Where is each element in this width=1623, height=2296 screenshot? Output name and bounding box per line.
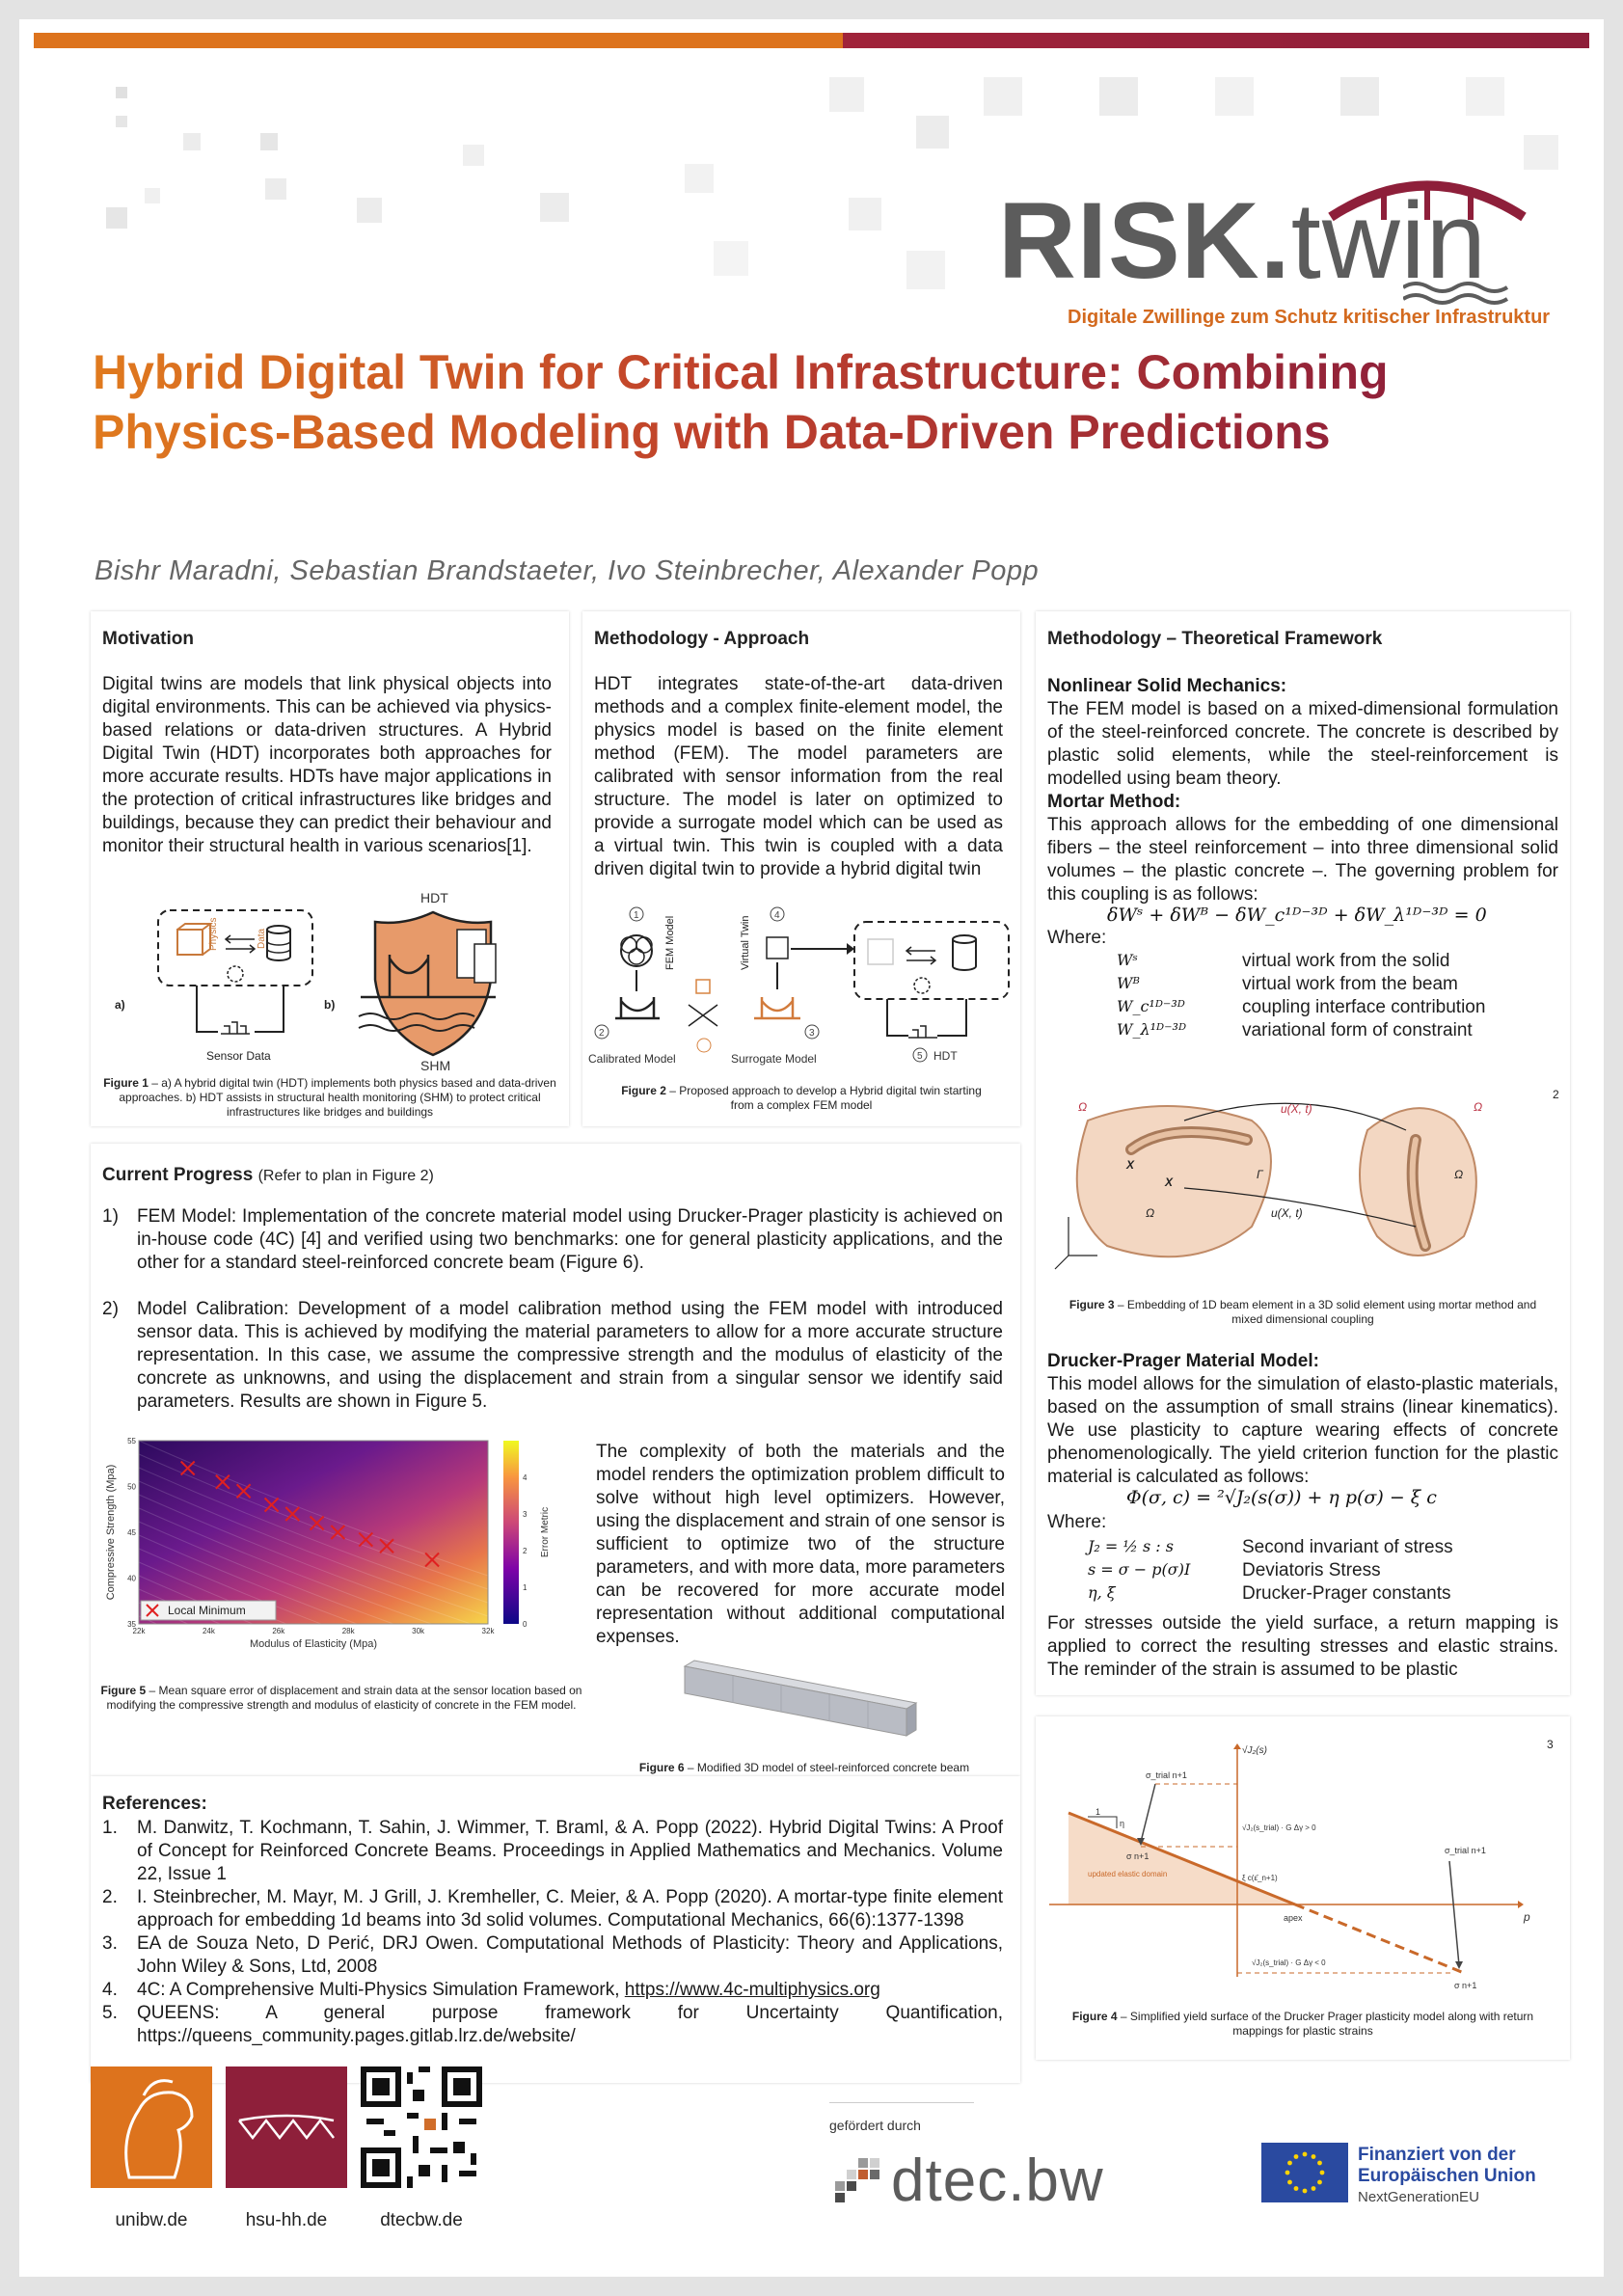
reference-text: I. Steinbrecher, M. Mayr, M. J Grill, J. Kremheller, C. Meier, & A. Popp (2020). A mortar-type finite element approach for embedding 1d beams into 3d solid volumes. Computational Mechanics, 66(6):1377-1398 [137,1887,1003,1931]
svg-text:p: p [1524,1910,1530,1924]
svg-text:1: 1 [634,910,639,921]
y-tick-label: 55 [127,1437,136,1445]
logo-tagline: Digitale Zwillinge zum Schutz kritischer Infrastruktur [1068,307,1551,328]
dp-var-desc: Deviatoris Stress [1242,1560,1381,1580]
dp-var-symbol: s = σ − p(σ)I [1088,1560,1191,1579]
reference-number: 4. [102,1980,118,2000]
theory-heading: Methodology – Theoretical Framework [1047,629,1383,649]
colorbar-tick-label: 2 [523,1547,527,1555]
y-tick-label: 35 [127,1620,136,1629]
waves-icon [1403,282,1509,307]
colorbar-tick-label: 3 [523,1510,527,1519]
figure-3-caption: Figure 3 – Embedding of 1D beam element in a 3D solid element using mortar method and mixed dimensional coupling [1068,1298,1537,1326]
mortar-block [1047,791,1558,906]
eu-flag-icon [1261,2143,1348,2202]
eu-line-2: Europäischen Union [1358,2166,1536,2186]
dtec-squares-icon [829,2152,887,2210]
logo-wordmark-twin: twin [1290,180,1487,301]
svg-text:Calibrated Model: Calibrated Model [588,1052,676,1066]
qr-code-icon [361,2066,482,2188]
eu-line-1: Finanziert von der [1358,2145,1516,2165]
mortar-var-desc: virtual work from the beam [1242,974,1458,994]
references-list [102,1817,1003,2048]
x-tick-label: 32k [481,1627,495,1635]
mortar-title: Mortar Method: [1047,792,1181,812]
dp-equation: Φ(σ, c) = ²√J₂(s(σ)) + η p(σ) − ξ c [1126,1487,1437,1508]
progress-item-text: Model Calibration: Development of a model calibration method using the FEM model with introduced sensor data. This is achieved by modifying the material parameters to allow for a more accurate structure representation. In this case, we assume the compressive strength and the modulus of elasticity of the concrete as unknowns, and using the displacement and strain from a singular sensor we identify said parameters. Results are shown in Figure 5. [137,1299,1003,1412]
svg-text:Ω: Ω [1078,1100,1088,1114]
progress-item-number: 2) [102,1299,119,1319]
svg-text:u(X, t): u(X, t) [1281,1102,1312,1116]
funded-divider [829,2102,974,2103]
svg-text:X: X [1165,1175,1174,1189]
ref-mark-3: 3 [1547,1738,1554,1751]
svg-text:σ n+1: σ n+1 [1454,1981,1477,1990]
motivation-panel [91,611,569,1126]
dp-block [1047,1350,1558,1489]
reference-number: 1. [102,1818,118,1838]
unibw-link[interactable]: unibw.de [115,2210,188,2230]
figure-2-caption: Figure 2 – Proposed approach to develop a Hybrid digital twin starting from a complex FEM model [621,1084,982,1112]
dp-var-desc: Drucker-Prager constants [1242,1583,1451,1604]
poster [19,19,1604,2277]
svg-text:Data: Data [257,928,267,949]
mortar-body: This approach allows for the embedding of one dimensional fibers – the steel reinforcement – into three dimensional solid volumes – the plastic concrete –. The governing problem for this coupling is as follows: [1047,815,1558,905]
y-tick-label: 40 [127,1574,136,1583]
authors: Bishr Maradni, Sebastian Brandstaeter, Ivo Steinbrecher, Alexander Popp [95,555,1040,586]
colorbar-tick-label: 4 [523,1473,527,1482]
svg-text:σ_trial n+1: σ_trial n+1 [1445,1846,1486,1855]
svg-text:1: 1 [1096,1807,1101,1817]
svg-text:Ω: Ω [1474,1100,1483,1114]
svg-text:Physics: Physics [208,917,219,951]
figure-4 [1049,1736,1556,2006]
figure-1-caption: Figure 1 – a) A hybrid digital twin (HDT) implements both physics based and data-driven approaches. b) HDT assists in structural health monitoring (SHM) to protect critical infrastructures like bridges and buildings [103,1076,556,1119]
svg-text:η: η [1120,1819,1125,1828]
eu-logo [1261,2143,1551,2210]
svg-text:u(X, t): u(X, t) [1271,1206,1303,1220]
dtec-wordmark: dtec.bw [891,2147,1104,2214]
reference-text: EA de Souza Neto, D Perić, DRJ Owen. Computational Methods of Plasticity: Theory and Applications, John Wiley & Sons, Ltd, 2008 [137,1933,1003,1977]
dp-var-symbol: J₂ = ½ s : s [1088,1537,1174,1555]
x-tick-label: 28k [341,1627,355,1635]
motivation-heading: Motivation [102,629,194,649]
figure-5-heatmap [100,1433,582,1664]
svg-text:σ_trial n+1: σ_trial n+1 [1146,1770,1187,1780]
nsm-body: The FEM model is based on a mixed-dimensional formulation of the steel-reinforced concrete. The concrete is described by plastic solid elements, while the steel-reinforcement is modelled using beam theory. [1047,699,1558,789]
svg-text:3: 3 [809,1028,815,1039]
reference-text: 4C: A Comprehensive Multi-Physics Simulation Framework, [137,1980,625,2000]
approach-heading: Methodology - Approach [594,629,810,649]
top-color-bar [34,33,1589,48]
figure-1 [100,891,559,1074]
nsm-block [1047,675,1558,791]
progress-item [102,1298,1003,1414]
progress-list [102,1205,1003,1437]
where-label-2: Where: [1047,1512,1107,1532]
svg-text:Virtual Twin: Virtual Twin [740,915,751,970]
svg-text:apex: apex [1284,1913,1303,1923]
svg-text:Ω: Ω [1146,1206,1155,1220]
logo-wordmark-risk: RISK. [998,180,1291,301]
colorbar-tick-label: 1 [523,1583,527,1592]
motivation-body: Digital twins are models that link physical objects into digital environments. This can be achieved via physics-based relations or data-driven structures. A Hybrid Digital Twin (HDT) incorporates both approaches for more accurate results. HDTs have major applications in the protection of critical infrastructures like bridges and buildings, because they can predict their behaviour and monitor their structural health in various scenarios[1]. [102,674,552,856]
figure-5-caption: Figure 5 – Mean square error of displacement and strain data at the sensor location based on modifying the compressive strength and modulus of elasticity of concrete in the FEM model. [100,1684,582,1712]
ref-mark-2: 2 [1553,1088,1559,1101]
svg-text:Ω: Ω [1454,1168,1464,1181]
references-panel [91,1776,1020,2083]
hsu-wing-icon [226,2066,347,2188]
dp-tail: For stresses outside the yield surface, a return mapping is applied to correct the resulting stresses and elastic strains. The reminder of the strain is assumed to be plastic [1047,1613,1558,1680]
mortar-equation: δWˢ + δWᴮ − δW_c¹ᴰ⁻³ᴰ + δW_λ¹ᴰ⁻³ᴰ = 0 [1107,905,1487,926]
approach-body: HDT integrates state-of-the-art data-driven methods and a complex finite-element model, the physics model is based on the finite element method (FEM). The model parameters are calibrated with sensor information from the real structure. The model is later on optimized to provide a surrogate model which can be used as a virtual twin. This twin is coupled with a data driven digital twin to provide a hybrid digital twin [594,674,1003,879]
mortar-var-desc: coupling interface contribution [1242,997,1486,1017]
progress-panel [91,1144,1020,1776]
svg-text:√J₂(s_trial) · G Δγ > 0: √J₂(s_trial) · G Δγ > 0 [1242,1823,1316,1832]
colorbar [503,1441,519,1624]
x-axis-label: Modulus of Elasticity (Mpa) [249,1638,378,1650]
unibw-logo[interactable] [91,2066,212,2188]
svg-text:2: 2 [599,1028,605,1039]
hsu-link[interactable]: hsu-hh.de [245,2210,328,2230]
funded-by-label: gefördert durch [829,2118,921,2133]
poster-title: Hybrid Digital Twin for Critical Infrastructure: Combining Physics-Based Modeling with Data-Driven Predictions [93,342,1423,462]
figure-6-caption: Figure 6 – Modified 3D model of steel-reinforced concrete beam [638,1761,970,1774]
svg-text:HDT: HDT [933,1049,958,1063]
dp-var-symbol: η, ξ [1088,1583,1116,1602]
fig1-shm-label: SHM [420,1058,451,1073]
svg-text:√J₂(s_trial) · G Δγ < 0: √J₂(s_trial) · G Δγ < 0 [1252,1958,1326,1967]
svg-text:Surrogate Model: Surrogate Model [731,1052,817,1066]
reference-number: 5. [102,2003,118,2023]
colorbar-label: Error Metric [540,1506,551,1558]
svg-text:updated elastic domain: updated elastic domain [1088,1870,1168,1878]
y-axis-label: Compressive Strength (Mpa) [105,1464,117,1601]
mortar-var-symbol: W_c¹ᴰ⁻³ᴰ [1117,997,1185,1015]
colorbar-tick-label: 0 [523,1620,527,1629]
mortar-var-desc: virtual work from the solid [1242,951,1450,971]
svg-text:σ n+1: σ n+1 [1126,1851,1150,1861]
progress-side-text: The complexity of both the materials and the model renders the optimization problem difficult to solve without high level optimizers. However, using the displacement and strain of one sensor is sufficient to optimize two of the structure parameters, and with more data, more parameters can be recovered for more accurate model representation without additional computational expenses. [596,1442,1005,1647]
hsu-logo[interactable] [226,2066,347,2188]
svg-text:4: 4 [774,910,780,921]
reference-item [102,1932,1003,1979]
mortar-var-desc: variational form of constraint [1242,1020,1473,1040]
svg-text:Γ: Γ [1257,1168,1263,1181]
legend-label: Local Minimum [168,1604,246,1617]
x-tick-label: 22k [132,1627,146,1635]
athena-head-icon [91,2066,212,2188]
dp-var-desc: Second invariant of stress [1242,1537,1453,1557]
x-tick-label: 24k [202,1627,215,1635]
y-tick-label: 50 [127,1482,136,1492]
where-label-1: Where: [1047,928,1107,948]
progress-item-number: 1) [102,1206,119,1227]
qr-code[interactable] [361,2066,482,2188]
figure-4-caption: Figure 4 – Simplified yield surface of the Drucker Prager plasticity model along with return mappings for plastic strains [1071,2010,1534,2038]
figure-6-beam [675,1655,926,1742]
references-heading: References: [102,1794,207,1814]
reference-text: QUEENS: A general purpose framework for Uncertainty Quantification, https://queens_community.pages.gitlab.lrz.de/website/ [137,2003,1003,2046]
risk-twin-logo [998,164,1551,347]
svg-text:ξ c(ε̄_n+1): ξ c(ε̄_n+1) [1242,1874,1278,1882]
reference-link[interactable]: https://www.4c-multiphysics.org [624,1980,880,2000]
theory-panel [1036,611,1570,1695]
svg-text:√J₂(s): √J₂(s) [1242,1745,1267,1756]
svg-text:FEM Model: FEM Model [664,915,676,970]
mortar-var-symbol: Wᴮ [1117,974,1140,992]
fig1-label-a: a) [115,998,125,1012]
svg-text:X: X [1126,1158,1135,1172]
eu-line-3: NextGenerationEU [1358,2189,1479,2205]
reference-item [102,1979,1003,2002]
fig1-sensor-label: Sensor Data [206,1049,271,1063]
dp-body: This model allows for the simulation of elasto-plastic materials, based on the assumption of small strains (linear kinematics). We use plasticity to capture wearing effects of concrete phenomenologically. The yield criterion function for the plastic material is calculated as follows: [1047,1374,1558,1487]
progress-item-text: FEM Model: Implementation of the concrete material model using Drucker-Prager plasticity is achieved on in-house code (4C) [4] and verified using two benchmarks: one for general plasticity applications, and the other for a standard steel-reinforced concrete beam (Figure 6). [137,1206,1003,1273]
progress-item [102,1205,1003,1275]
heatmap-field [139,1441,488,1624]
approach-panel [582,611,1020,1126]
dp-title: Drucker-Prager Material Model: [1047,1351,1319,1371]
reference-item [102,1886,1003,1932]
x-tick-label: 26k [272,1627,285,1635]
figure-2 [588,901,1016,1084]
figure-4-panel [1036,1716,1570,2060]
reference-number: 2. [102,1887,118,1907]
fig1-hdt-label: HDT [420,891,448,905]
reference-number: 3. [102,1933,118,1954]
reference-item [102,2002,1003,2048]
reference-item [102,1817,1003,1886]
mortar-var-symbol: Wˢ [1117,951,1138,969]
nsm-title: Nonlinear Solid Mechanics: [1047,676,1287,696]
y-tick-label: 45 [127,1528,136,1537]
svg-text:5: 5 [917,1051,923,1062]
dtec-link[interactable]: dtecbw.de [380,2210,463,2230]
reference-text: M. Danwitz, T. Kochmann, T. Sahin, J. Wimmer, T. Braml, & A. Popp (2022). Hybrid Digital Twins: A Proof of Concept for Reinforced Concrete Beams. Proceedings in Applied Mathematics and Mechanics. Volume 22, Issue 1 [137,1818,1003,1884]
progress-heading: Current Progress (Refer to plan in Figure 2) [102,1165,434,1185]
x-tick-label: 30k [412,1627,425,1635]
figure-3 [1049,1092,1556,1294]
mortar-var-symbol: W_λ¹ᴰ⁻³ᴰ [1117,1020,1187,1039]
dtec-logo [829,2145,1119,2222]
fig1-label-b: b) [324,998,336,1012]
